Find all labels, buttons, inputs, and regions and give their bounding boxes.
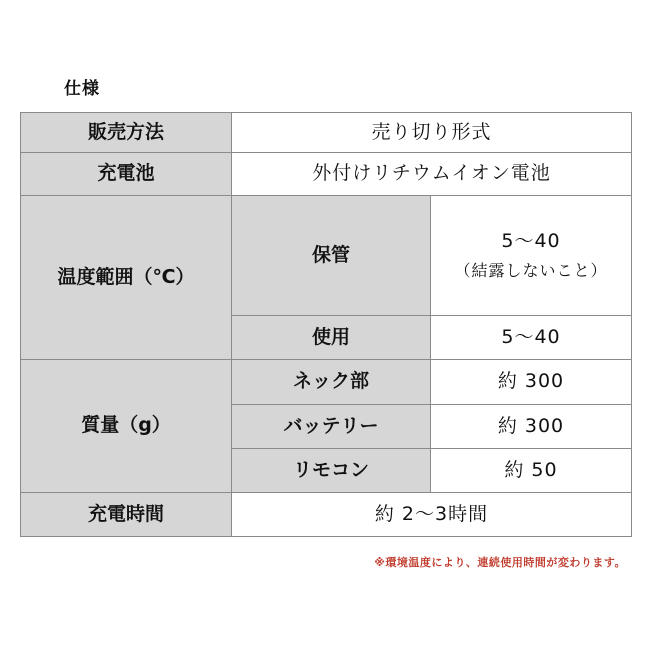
row-value-battery: 外付けリチウムイオン電池 (232, 153, 632, 196)
sub-value-battery: 約 300 (431, 405, 632, 449)
row-label-charge-time: 充電時間 (21, 493, 232, 537)
sub-label-remote: リモコン (232, 449, 431, 493)
footnote: ※環境温度により、連続使用時間が変わります。 (374, 556, 626, 569)
table-row-mass-neck (21, 360, 632, 405)
table-row-charge-time (21, 493, 632, 537)
row-label-sales: 販売方法 (21, 113, 232, 153)
table-row-temp-storage (21, 196, 632, 316)
row-label-temperature: 温度範囲（℃） (21, 196, 232, 360)
row-label-battery: 充電池 (21, 153, 232, 196)
sub-value-storage (431, 196, 632, 316)
sub-value-use: 5～40 (431, 316, 632, 360)
sub-label-use: 使用 (232, 316, 431, 360)
storage-range: 5～40 (501, 229, 561, 252)
sub-label-neck: ネック部 (232, 360, 431, 405)
sub-value-remote: 約 50 (431, 449, 632, 493)
section-title: 仕様 (64, 79, 100, 99)
row-label-mass: 質量（g） (21, 360, 232, 493)
row-value-sales: 売り切り形式 (232, 113, 632, 153)
sub-label-battery: バッテリー (232, 405, 431, 449)
storage-condition-note: （結露しないこと） (454, 261, 608, 281)
sub-value-neck: 約 300 (431, 360, 632, 405)
table-row-sales (21, 113, 632, 153)
spec-table (20, 112, 632, 537)
table-row-battery (21, 153, 632, 196)
sub-label-storage: 保管 (232, 196, 431, 316)
row-value-charge-time: 約 2～3時間 (232, 493, 632, 537)
